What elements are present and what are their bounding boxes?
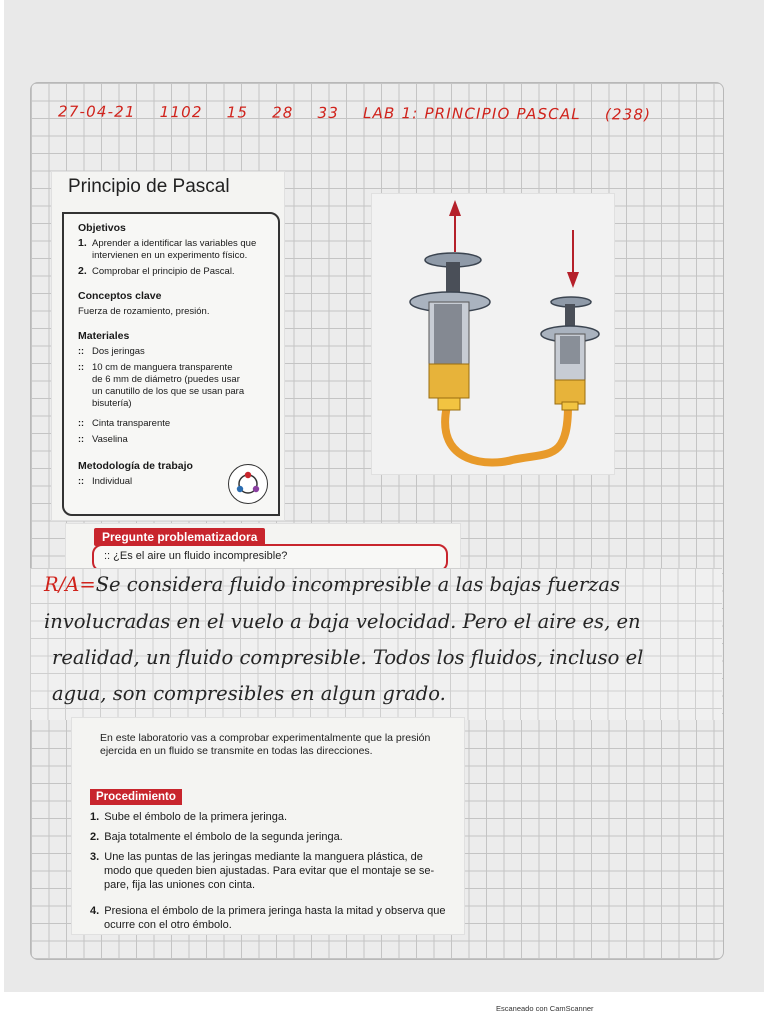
materiales-heading: Materiales (78, 330, 130, 342)
pascal-syringe-illustration (372, 194, 614, 474)
question-label: ¿Es el aire un fluido incompresible? (113, 550, 288, 562)
header-number-3: 33 (317, 103, 340, 122)
arrow-up-icon (449, 200, 461, 252)
procedure-step (90, 810, 452, 824)
bullet-icon: :: (78, 346, 84, 356)
material-line: Cinta transparente (92, 418, 171, 429)
conceptos-heading: Conceptos clave (78, 290, 162, 302)
principle-card (52, 172, 284, 520)
material-line: de 6 mm de diámetro (puedes usar (92, 374, 240, 385)
scanner-watermark: Escaneado con CamScanner (496, 1004, 594, 1013)
intro-text (100, 732, 440, 758)
objetivos-heading: Objetivos (78, 222, 126, 234)
intro-line: En este laboratorio vas a comprobar experimentalmente que la presión (100, 732, 431, 744)
card-frame (62, 212, 280, 516)
question-text: :: ¿Es el aire un fluido incompresible? (104, 550, 288, 562)
procedure-card (72, 718, 464, 934)
answer-line: agua, son compresibles en algun grado. (52, 682, 446, 705)
handwritten-header (57, 102, 652, 127)
procedure-heading: Procedimiento (90, 789, 182, 805)
header-page: (238) (604, 105, 652, 124)
arrow-down-icon (567, 230, 579, 288)
material-line: Vaselina (92, 434, 128, 445)
step-number: 4. (90, 905, 100, 917)
step-line: pare, fija las uniones con cinta. (104, 879, 256, 891)
material-line: 10 cm de manguera transparente (92, 362, 233, 373)
bullet-icon: :: (78, 434, 84, 444)
bullet-icon: :: (78, 476, 84, 486)
step-number: 2. (90, 831, 100, 843)
metodologia-text: Individual (92, 476, 133, 487)
material-line: un canutillo de los que se usan para (92, 386, 245, 397)
material-line: Dos jeringas (92, 346, 145, 357)
procedure-step (90, 850, 452, 892)
objective-line: intervienen en un experimento físico. (92, 250, 248, 261)
methodology-icon (228, 464, 268, 504)
header-number-2: 28 (272, 103, 294, 122)
question-title: Pregunte problematizadora (94, 528, 265, 546)
step-line: Une las puntas de las jeringas mediante la manguera plástica, de (104, 851, 423, 863)
bullet-icon: :: (78, 362, 84, 372)
objective-number: 1. (78, 237, 87, 249)
header-number-1: 15 (226, 103, 249, 122)
step-line: Baja totalmente el émbolo de la segunda jeringa. (104, 831, 343, 843)
step-line: Sube el émbolo de la primera jeringa. (104, 811, 288, 823)
procedure-step (90, 904, 452, 932)
header-date: 27-04-21 (57, 102, 136, 121)
card-title: Principio de Pascal (68, 176, 230, 197)
answer-line (44, 573, 620, 596)
step-number: 1. (90, 811, 100, 823)
step-line: Presiona el émbolo de la primera jeringa hasta la mitad y observa que (104, 905, 446, 917)
answer-line: involucradas en el vuelo a baja velocidad. Pero el aire es, en (44, 610, 641, 633)
objective-number: 2. (78, 265, 87, 277)
header-lab-title: LAB 1: PRINCIPIO PASCAL (362, 104, 581, 124)
answer-label: R/A= (44, 573, 96, 596)
step-line: ocurre con el otro émbolo. (104, 919, 232, 931)
procedure-step (90, 830, 452, 844)
step-number: 3. (90, 851, 100, 863)
material-line: bisutería) (92, 398, 132, 409)
bullet-icon: :: (78, 418, 84, 428)
step-line: modo que queden bien ajustadas. Para evitar que el montaje se se- (104, 865, 435, 877)
conceptos-text: Fuerza de rozamiento, presión. (78, 306, 210, 317)
header-group: 1102 (159, 103, 203, 122)
answer-text: Se considera fluido incompresible a las bajas fuerzas (95, 573, 621, 596)
objective-line: Comprobar el principio de Pascal. (92, 266, 235, 277)
objective-line: Aprender a identificar las variables que (92, 238, 257, 249)
metodologia-heading: Metodología de trabajo (78, 460, 193, 472)
intro-line: ejercida en un fluido se transmite en todas las direcciones. (100, 745, 373, 757)
answer-line: realidad, un fluido compresible. Todos los fluidos, incluso el (52, 646, 644, 669)
